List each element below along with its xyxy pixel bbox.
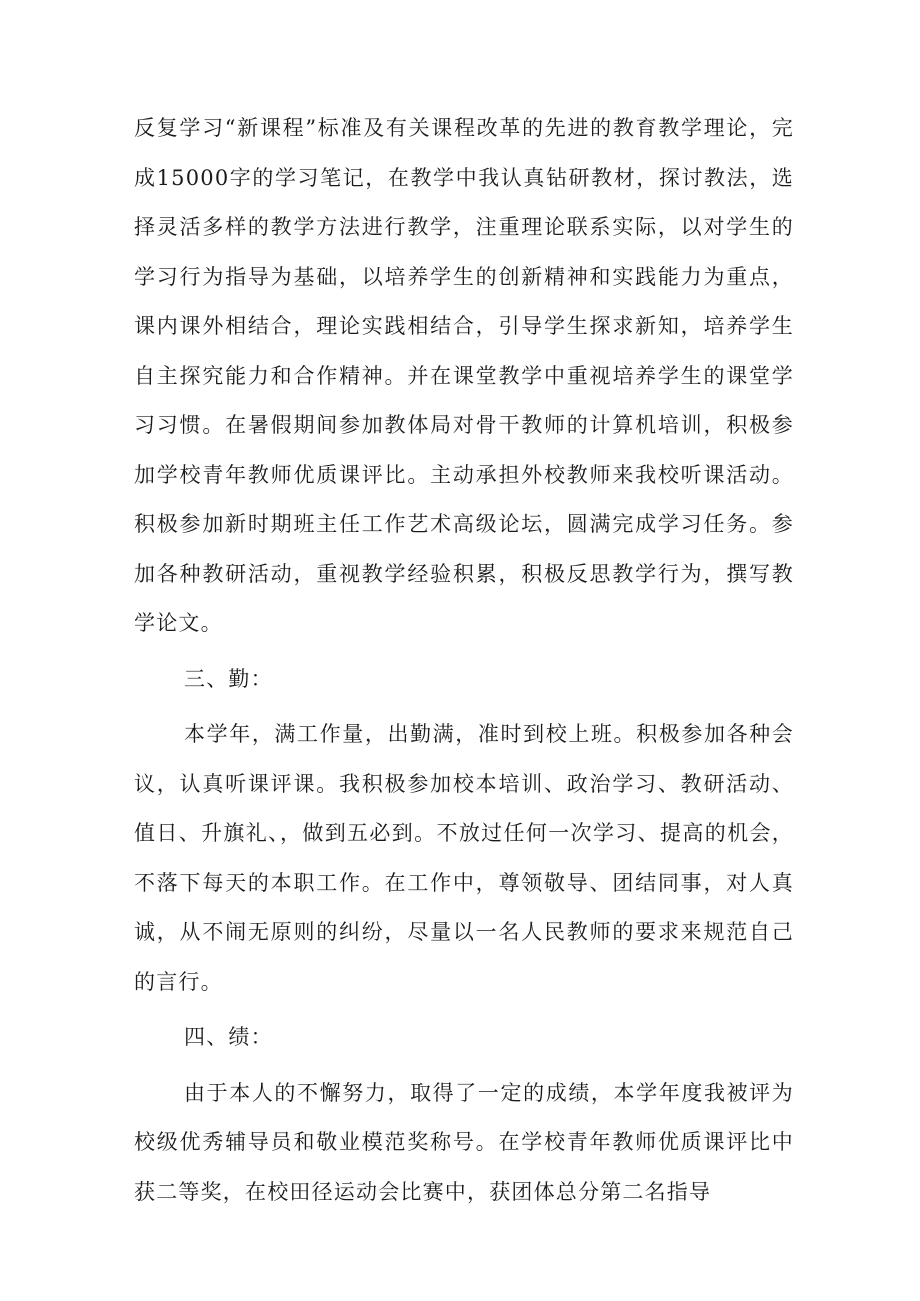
body-paragraph-achievements: 由于本人的不懈努力，取得了一定的成绩，本学年度我被评为校级优秀辅导员和敬业模范奖称号。在学校青年教师优质课评比中获二等奖，在校田径运动会比赛中，获团体总分第二名指导 <box>134 1080 794 1204</box>
body-paragraph-study: 反复学习“新课程”标准及有关课程改革的先进的教育教学理论，完成15000字的学习笔记，在教学中我认真钻研教材，探讨教法，选择灵活多样的教学方法进行教学，注重理论联系实际，以对学生的学习行为指导为基础，以培养学生的创新精神和实践能力为重点，课内课外相结合，理论实践相结合，引导学生探求新知，培养学生自主探究能力和合作精神。并在课堂教学中重视培养学生的课堂学习习惯。在暑假期间参加教体局对骨干教师的计算机培训，积极参加学校青年教师优质课评比。主动承担外校教师来我校听课活动。积极参加新时期班主任工作艺术高级论坛，圆满完成学习任务。参加各种教研活动，重视教学经验积累，积极反思教学行为，撰写教学论文。 <box>134 116 794 635</box>
body-paragraph-attendance: 本学年，满工作量，出勤满，准时到校上班。积极参加各种会议，认真听课评课。我积极参加校本培训、政治学习、教研活动、值日、升旗礼、，做到五必到。不放过任何一次学习、提高的机会，不落下每天的本职工作。在工作中，尊领敬导、团结同事，对人真诚，从不闹无原则的纠纷，尽量以一名人民教师的要求来规范自己的言行。 <box>134 722 794 994</box>
section-heading-achievements: 四、绩： <box>184 1025 273 1049</box>
document-body <box>134 104 794 1217</box>
section-heading-attendance: 三、勤： <box>184 666 273 691</box>
